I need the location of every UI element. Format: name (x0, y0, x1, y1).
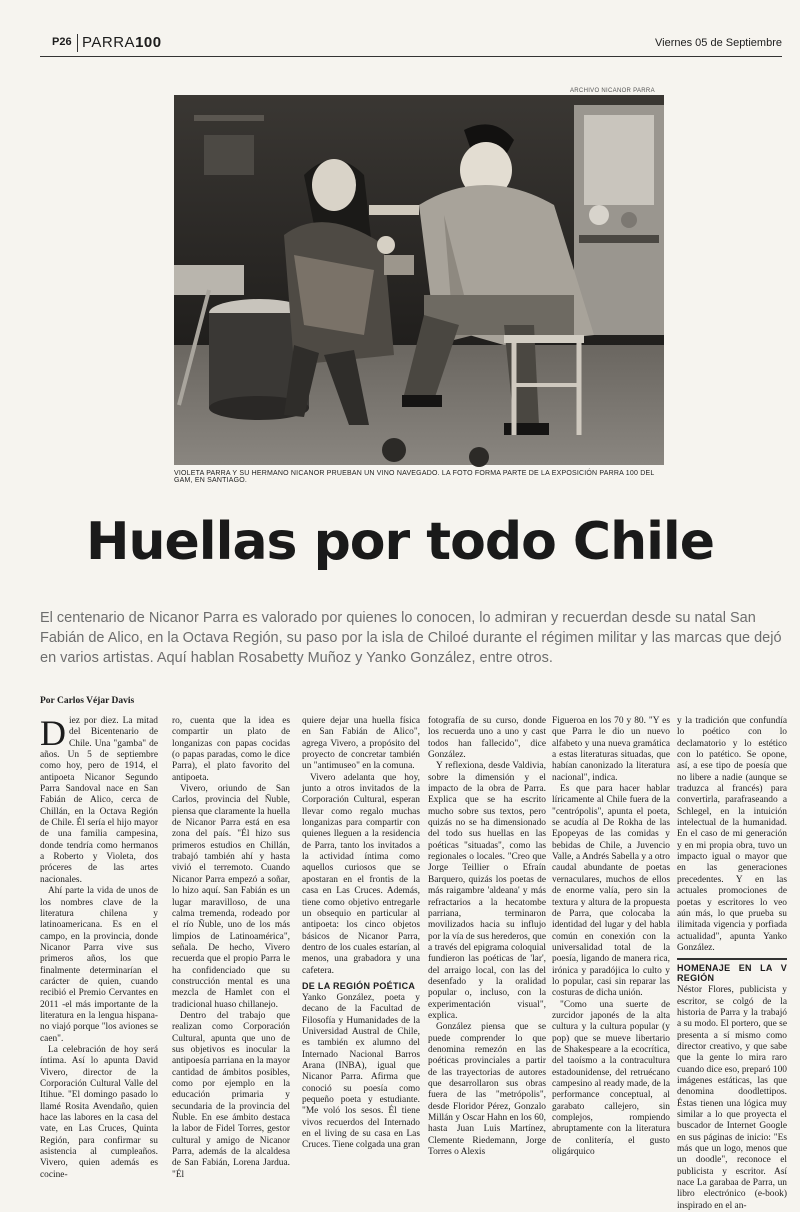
section-name (82, 34, 162, 51)
article-column-4 (428, 716, 546, 1178)
section-name-text: PARRA (82, 34, 136, 51)
drop-cap: D (40, 713, 66, 753)
paragraph: Vivero adelanta que hoy, junto a otros invitados de la Corporación Cultural, esperan llevar como regalo muchas longanizas para compartir con quienes lleguen a la residencia de Parra, tanto los invitados a la actividad íntima como aquellos curiosos que se apostaran en el frontis de la casa en Las Cruces. Además, tiene como objetivo entregarle un obsequio en particular al antipoeta: los cinco objetos básicos de Nicanor Parra, dentro de los cuales estarían, al menos, una grabadora y una cafetera. (302, 772, 420, 976)
article-column-5 (552, 716, 670, 1178)
paragraph: quiere dejar una huella física en San Fabián de Alico", agrega Vivero, a propósito del proyecto de concretar también un "antimuseo" en la comuna. (302, 716, 420, 772)
paragraph: Figueroa en los 70 y 80. "Y es que Parra le dio un nuevo alfabeto y una nueva gramática a estas literaturas situadas, que habían canonizado la literatura nacional", indica. (552, 716, 670, 783)
paragraph: Dentro del trabajo que realizan como Corporación Cultural, apunta que uno de sus objetivos es inocular la antipoesía parriana en la mayor cantidad de ámbitos posibles, como por ejemplo en la educación primaria y secundaria de la provincia del Ñuble. En ese ámbito destaca la labor de Fidel Torres, gestor cultural y amigo de Nicanor Parra, además de la alcaldesa de San Fabián, Lorena Jardua. "Él (172, 1010, 290, 1180)
paragraph: La celebración de hoy será íntima. Así lo apunta David Vivero, director de la Corporación Cultural Valle del Itihue. "El domingo pasado lo llamé Rosita Avendaño, quien hace las labores en la casa del vate, en Las Cruces, Quinta Región, para confirmar su asistencia al cumpleaños. Vivero, quien además es cocine- (40, 1044, 158, 1180)
section-number: 100 (135, 34, 162, 51)
photo-credit: ARCHIVO NICANOR PARRA (570, 88, 655, 94)
paragraph: Vivero, oriundo de San Carlos, provincia del Ñuble, piensa que claramente la huella de Nicanor Parra está en esa zona del país. "Él hizo sus primeros estudios en Chillán, trabajó también ahí y hasta vivió el terremoto. Cuando Nicanor Parra empezó a soñar, lo hizo aquí. San Fabián es un lugar maravilloso, de una calma tremenda, rodeado por el río Ñuble, uno de los más limpios de Latinoamérica", señala. De hecho, Vivero recuerda que el propio Parra le ha confidenciado que su construcción mental es una mezcla de Hamlet con el tradicional huaso chillanejo. (172, 784, 290, 1010)
paragraph: González piensa que se puede comprender lo que denomina remezón en las poéticas provinciales a partir de las trayectorias de autores que desarrollaron sus obras fuera de las "metrópolis", desde Floridor Pérez, Gonzalo Millán y Oscar Hahn en los 60, hasta Juan Luis Martínez, Clemente Riedemann, Jorge Torres o Alexis (428, 1022, 546, 1158)
paragraph: Yanko González, poeta y decano de la Facultad de Filosofía y Humanidades de la Universidad Austral de Chile, es también ex alumno del Internado Nacional Barros Arana (INBA), igual que Nicanor Parra. Afirma que conoció su poesía como pequeño poeta y estudiante. "Me voló los sesos. Él tiene vivos recuerdos del Internado en el living de su casa en Las Cruces. Tiene colgada una gran (302, 992, 420, 1151)
paragraph (40, 713, 158, 886)
article-column-3 (302, 716, 420, 1178)
paragraph: Es que para hacer hablar líricamente al Chile fuera de la "centrópolis", apunta el poeta, se acudía al De Rokha de las Epopeyas de las comidas y bebidas de Chile, a Juvencio Valle, a Andrés Sabella y a otro caudal abundante de poetas vernaculares, muchos de ellos de enorme valía, pero sin la textura y altura de la propuesta de Parra, que colocaba la identidad del lugar y del habla común en conexión con la universalidad total de la poesía, ligando de manera rica, irónica y paradójica lo culto y lo popular, casi sin reparar las costuras de dicha unión. (552, 784, 670, 999)
header-divider (77, 34, 78, 52)
article-column-1 (40, 713, 158, 1180)
page-number: P26 (52, 36, 72, 48)
paragraph-text: iez por diez. La mitad del Bicentenario de Chile. Una "gamba" de años. Un 5 de septiembre como hoy, pero de 1914, el antipoeta Nicanor Segundo Parra Sandoval nace en San Fabián de Alico, cerca de Chillán, en la Octava Región de Chile. Él sería el hijo mayor de una familia campesina, donde tendría como hermanos a Roberto y Violeta, dos próceres de las artes nacionales. (40, 716, 158, 885)
article-title: Huellas por todo Chile (85, 512, 715, 572)
article-column-2 (172, 716, 290, 1178)
paragraph: Néstor Flores, publicista y escritor, se colgó de la historia de Parra y la trabajó a su modo. El portero, que se presenta a sí mismo como director creativo, y que sabe que la gente lo mira raro cuando dice eso, preparó 100 imágenes estáticas, las que denomina doodlettipos. Éstas tienen una lógica muy similar a lo que proyecta el buscador de Internet Google en sus páginas de inicio: "Es más que un logo, menos que un doodle", reconoce el publicista y escritor. Así nace La garabaa de Parra, un libro electrónico (e-book) inspirado en el an- (677, 985, 787, 1211)
issue-date: Viernes 05 de Septiembre (655, 37, 782, 49)
article-photo (174, 95, 664, 465)
page-header (40, 34, 782, 57)
subheading: HOMENAJE EN LA V REGIÓN (677, 958, 787, 983)
article-column-6 (677, 716, 787, 1211)
paragraph: "Como una suerte de zurcidor japonés de la alta cultura y la cultura popular (y pop) que se mueve libertario de Shakespeare a la ecocrítica, del taoísmo a la contracultura estadounidense, del retruécano campesino al ready made, de la performance conceptual, al garabato callejero, sin complejos, rompiendo abruptamente con la literatura de conlitería, el gusto oligárquico (552, 999, 670, 1158)
paragraph: ro, cuenta que la idea es compartir un plato de longanizas con papas cocidas (o papas paradas, como le dice Parra), el plato favorito del antipoeta. (172, 716, 290, 783)
subheading: DE LA REGIÓN POÉTICA (302, 980, 416, 991)
photo-caption: VIOLETA PARRA Y SU HERMANO NICANOR PRUEBAN UN VINO NAVEGADO. LA FOTO FORMA PARTE DE LA EXPOSICIÓN PARRA 100 DEL GAM, EN SANTIAGO. (174, 470, 655, 484)
paragraph: Ahí parte la vida de unos de los nombres clave de la literatura chilena y latinoamericana. Es en el campo, en la provincia, donde Nicanor Parra vive sus primeros años, los que finalmente determinarían el carácter de quien, cuando recibió el Premio Cervantes en 2011 -el más importante de la literatura en la lengua hispana- no viajó porque "los aviones se caen". (40, 886, 158, 1044)
article-lead: El centenario de Nicanor Parra es valorado por quienes lo conocen, lo admiran y recuerdan desde su natal San Fabián de Alico, en la Octava Región, su paso por la isla de Chiloé durante el régimen militar y las marcas que dejó en varios artistas. Aquí hablan Rosabetty Muñoz y Yanko González, entre otros. (40, 610, 782, 666)
article-byline: Por Carlos Véjar Davis (40, 696, 135, 706)
paragraph: Y reflexiona, desde Valdivia, sobre la dimensión y el impacto de la obra de Parra. Explica que se ha escrito mucho sobre sus textos, pero quizás no se ha dimensionado del todo sus huellas en las poéticas "situadas", como las regionales o locales. "Creo que Jorge Teillier o Efraín Barquero, quizás los poetas de más raigambre 'aldeana' y más refractarios a la hecatombe parriana, terminaron movilizados hacia su influjo por la vía de sus herederos, que a través del epigrama coloquial fundieron las poéticas de 'lar', del arraigo local, con las del desenfado y la oralidad popular o, incluso, con la experimentación visual", explica. (428, 761, 546, 1021)
paragraph: y la tradición que confundía lo poético con lo declamatorio y lo estético con lo patético. Se opone, así, a ese tipo de poesía que no libere a nadie (aunque se traduzca al francés) para convertirla, parafraseando a Schlegel, en la intuición intelectual de la humanidad. En el caso de mi generación y en mi propia obra, tuvo un impacto igual o mayor que en las generaciones precedentes. Y en las actuales promociones de poetas y escritores lo veo aún más, lo que prueba su ilimitada vigencia y porfiada actualidad", apunta Yanko González. (677, 716, 787, 953)
paragraph: fotografía de su curso, donde los recuerda uno a uno y cast todos han fallecido", dice González. (428, 716, 546, 761)
